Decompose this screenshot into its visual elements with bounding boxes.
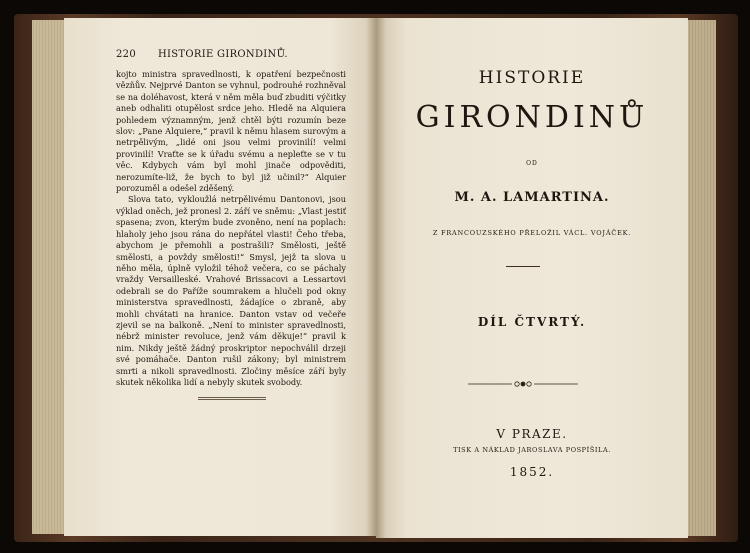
paragraph: Slova tato, vykloužlá netrpělivému Dantonovi, jsou výklad oněch, jež pronesl 2. září ve sněmu: „Vlast jestiť spasena; zvon, kterým bude zvoněno, není na poplach: hlaholy jeho jsou rána do nepřátel vlasti! Čeho třeba, abychom je přemohli a postrašili? Smělosti, ještě smělosti, a povždy smělosti!“ Smysl, jejž ta slova u něho měla, úplně vyložil téhož večera, co se páchaly vraždy Versailleské. Vrahové Brissacovi a Lessartovi odebrali se do Paříže soumrakem a hlučeli pod okny ministerstva spravedlnosti, žádajíce o zbraně, aby mohli chvátati na hranice. Danton vstav od večeře zjevil se na balkoně. „Není to minister spravedlnosti, nébrž minister revoluce, jenž vám děkuje!“ pravil k nim. Nikdy ještě žádný proskriptor nepochválil drzeji své pomáhače. Danton rušil zákony; byl ministrem smrti a nikoli spravedlnosti. Zločiny měsíce září byly skutek několika lidí a nebyly skutek svobody.: [116, 194, 346, 387]
left-page-edges: [32, 20, 66, 534]
by-line: OD: [526, 160, 538, 167]
end-rule: [198, 397, 266, 400]
paragraph: kojto ministra spravedlnosti, k opatření bezpečnosti vězňův. Nejprvé Danton se vyhnul, podrouhé rozhněval se na doléhavost, která v něm měla buď zbuditi výčitky aneb odhaliti otupělost srdce jeho. Hledě na Alquiera pohledem významným, jenž chtěl býti rozumín beze slov: „Pane Alquiere,“ pravil k němu hlasem surovým a netrpělivým, „lidé oni jsou velmi provinilí! velmi provinilí! Vraťte se k úřadu svému a nepleťte se v tu věc. Kdybych vám byl mohl jinače odpověditi, nerozumíte-liž, že bych to byl již učinil?“ Alquier porozuměl a odešel zděšený.: [116, 69, 346, 194]
left-page-body: [116, 69, 346, 388]
title-line-2: GIRONDINŮ: [415, 100, 649, 135]
right-page-edges: [688, 20, 716, 536]
volume-label: DÍL ČTVRTÝ.: [477, 315, 587, 329]
right-page: [376, 18, 688, 538]
imprint-year: 1852.: [509, 465, 555, 479]
running-head: HISTORIE GIRONDINŮ.: [158, 49, 288, 60]
title-rule: [506, 266, 540, 267]
author-name: M. A. LAMARTINA.: [454, 190, 610, 205]
imprint-publisher: TISK A NÁKLAD JAROSLAVA POSPÍŠILA.: [453, 446, 611, 454]
book-gutter: [366, 18, 386, 538]
ornament-divider: [468, 378, 578, 390]
translator-line: Z FRANCOUZSKÉHO PŘELOŽIL VÁCL. VOJÁČEK.: [432, 229, 632, 237]
page-number: 220: [116, 49, 136, 60]
title-line-1: HISTORIE: [478, 68, 586, 88]
imprint-city: V PRAZE.: [496, 427, 568, 441]
